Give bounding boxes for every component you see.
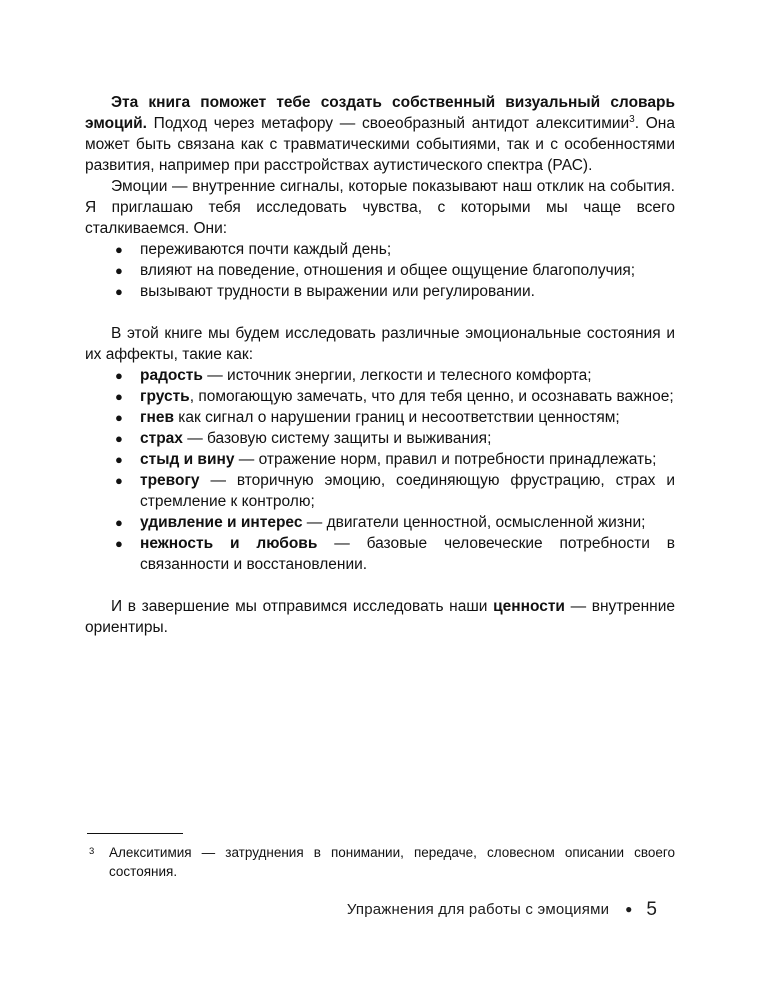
page-body [85,92,675,638]
emotion-name: тревогу [140,472,200,489]
list-item-text [140,470,675,512]
footer-bullet-icon: ● [625,902,633,916]
emotion-description: как сигнал о нарушении границ и несоответствии ценностям; [173,409,620,426]
list-item [85,533,675,575]
bullet-icon: ● [115,515,123,530]
emotion-name: грусть [140,388,190,405]
list-item [85,239,675,260]
bullet-icon: ● [115,452,123,467]
paragraph-gap [85,302,675,323]
states-list [85,365,675,575]
list-item [85,512,675,533]
list-item-text: переживаются почти каждый день; [140,241,392,258]
list-item-text [140,407,675,428]
list-item-text [140,386,675,407]
intro-bold-lead: Эта книга поможет тебе создать собственный визуальный словарь эмоций. [85,94,675,132]
paragraph-closing [85,596,675,638]
bullet-icon: ● [115,536,123,551]
emotion-name: гнев [140,409,174,426]
list-item-text [140,512,675,533]
closing-bold: ценности [493,598,565,615]
page-number: 5 [646,899,657,920]
closing-text-rest: — внутренние ориентиры. [85,598,675,636]
bullet-icon: ● [115,389,123,404]
list-item [85,407,675,428]
paragraph-emotions: Эмоции — внутренние сигналы, которые показывают наш отклик на события. Я приглашаю тебя исследовать чувства, с которыми мы чаще всего сталкиваемся. Они: [85,178,675,237]
page-footer [85,899,675,920]
running-title: Упражнения для работы с эмоциями [346,901,610,918]
list-item [85,281,675,302]
footnote-section [85,833,675,881]
bullet-icon: ● [115,431,123,446]
blank-space [85,638,675,833]
list-item [85,386,675,407]
list-item-text [140,428,675,449]
list-item-text: вызывают трудности в выражении или регулировании. [140,283,535,300]
emotion-name: удивление и интерес [140,514,303,531]
emotion-description: — вторичную эмоцию, соединяющую фрустрацию, страх и стремление к контролю; [140,472,675,510]
intro-text-rest: . Она может быть связана как с травматическими событиями, так и с особенностями развития, например при расстройствах аутистического спектра (РАС). [85,115,675,174]
bullet-icon: ● [115,368,123,383]
bullet-icon: ● [115,473,123,488]
list-item [85,428,675,449]
paragraph-intro [85,92,675,176]
list-item [85,365,675,386]
footnote-divider [87,833,183,834]
footnote-text: Алекситимия — затруднения в понимании, передаче, словесном описании своего состояния. [109,845,675,879]
bullet-icon: ● [115,242,123,257]
list-item [85,470,675,512]
properties-list [85,239,675,302]
paragraph-gap [85,575,675,596]
emotion-description: — отражение норм, правил и потребности принадлежать; [234,451,657,468]
emotion-description: — базовые человеческие потребности в связанности и восстановлении. [140,535,675,573]
list-item [85,449,675,470]
emotion-name: стыд и вину [140,451,235,468]
emotion-name: радость [140,367,203,384]
intro-text: Подход через метафору — своеобразный антидот алекситимии [146,115,630,132]
footnote [85,843,675,881]
footnote-reference: 3 [629,113,635,125]
paragraph-states: В этой книге мы будем исследовать различные эмоциональные состояния и их аффекты, такие как: [85,325,675,363]
bullet-icon: ● [115,284,123,299]
list-item-text: влияют на поведение, отношения и общее ощущение благополучия; [140,262,636,279]
footnote-marker: 3 [89,846,95,857]
emotion-name: страх [140,430,183,447]
emotion-name: нежность и любовь [140,535,318,552]
bullet-icon: ● [115,263,123,278]
emotion-description: — источник энергии, легкости и телесного комфорта; [202,367,592,384]
emotion-description: , помогающую замечать, что для тебя ценно, и осознавать важное; [189,388,674,405]
list-item-text [140,365,675,386]
list-item-text [140,449,675,470]
bullet-icon: ● [115,410,123,425]
emotion-description: — двигатели ценностной, осмысленной жизни; [302,514,646,531]
closing-text: И в завершение мы отправимся исследовать наши [111,598,494,615]
emotion-description: — базовую систему защиты и выживания; [182,430,492,447]
list-item-text [140,533,675,575]
list-item [85,260,675,281]
